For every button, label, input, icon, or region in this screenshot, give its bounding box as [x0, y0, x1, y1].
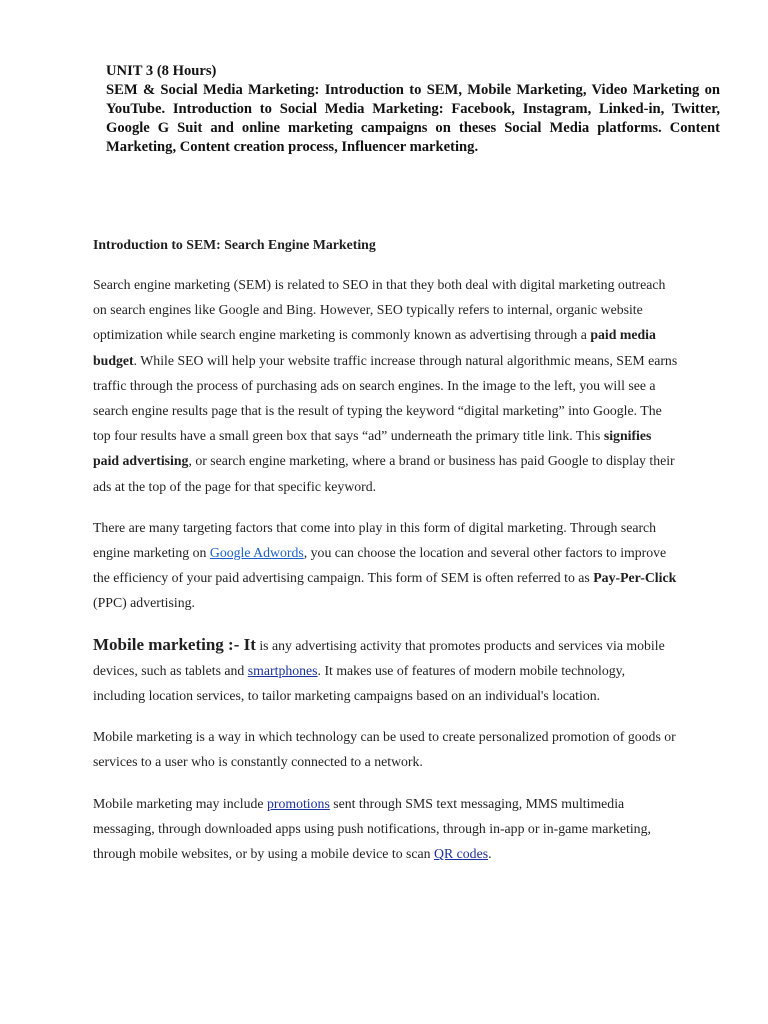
mobile-p3-text-b: sent through SMS text messaging, MMS multimedia messaging, through downloaded apps using push notifications, through in-app or in-game marketing, through mobile websites, or by using a mobile device to scan: [93, 795, 651, 862]
smartphones-link[interactable]: smartphones: [247, 662, 318, 678]
mobile-paragraph-3: [93, 791, 678, 867]
qr-codes-link[interactable]: QR codes: [434, 846, 489, 862]
sem-p1-text-b: . While SEO will help your website traffic increase through natural algorithmic means, SEM earns traffic through the process of purchasing ads on search engines. In the image to the left, you will see a search engine results page that is the result of typing the keyword “digital marketing” into Google. The top four results have a small green box that says “ad” underneath the primary title link. This: [93, 352, 678, 444]
sem-p2-text-a: There are many targeting factors that come into play in this form of digital marketing. Through search engine marketing on: [93, 519, 657, 561]
google-adwords-link[interactable]: Google Adwords: [209, 545, 304, 561]
mobile-paragraph-1: [93, 632, 678, 709]
unit-syllabus-block: [106, 62, 720, 157]
mobile-p3-text-c: .: [488, 846, 492, 862]
sem-p1-bold-paid-media: paid media budget: [93, 327, 656, 368]
document-body: [93, 234, 678, 882]
sem-heading: Introduction to SEM: Search Engine Marketing: [93, 237, 376, 252]
sem-p2-text-c: (PPC) advertising.: [93, 595, 195, 611]
sem-paragraph-1: [93, 272, 678, 499]
mobile-paragraph-2: Mobile marketing is a way in which technology can be used to create personalized promotion of goods or services to a user who is constantly connected to a network.: [93, 729, 676, 770]
sem-p2-text-b: , you can choose the location and several other factors to improve the efficiency of your paid advertising campaign. This form of SEM is often referred to as: [93, 545, 667, 586]
sem-paragraph-2: [93, 515, 678, 616]
mobile-p1-text-b: . It makes use of features of modern mobile technology, including location services, to tailor marketing campaigns based on an individual's location.: [93, 662, 626, 704]
promotions-link[interactable]: promotions: [266, 795, 330, 811]
mobile-marketing-heading: Mobile marketing :- It: [93, 634, 256, 654]
mobile-p3-text-a: Mobile marketing may include: [93, 795, 267, 811]
mobile-p1-text-a: is any advertising activity that promotes products and services via mobile devices, such as tablets and: [93, 637, 665, 678]
sem-p1-text-a: Search engine marketing (SEM) is related to SEO in that they both deal with digital marketing outreach on search engines like Google and Bing. However, SEO typically refers to internal, organic website optimization while search engine marketing is commonly known as advertising through a: [93, 277, 666, 343]
sem-p1-bold-signifies: signifies paid advertising: [93, 428, 652, 469]
sem-p2-bold-ppc: Pay-Per-Click: [593, 570, 677, 586]
unit-title: UNIT 3 (8 Hours): [106, 63, 217, 79]
sem-p1-text-c: , or search engine marketing, where a brand or business has paid Google to display their ads at the top of the page for that specific keyword.: [93, 453, 675, 494]
unit-description: SEM & Social Media Marketing: Introduction to SEM, Mobile Marketing, Video Marketing on YouTube. Introduction to Social Media Marketing: Facebook, Instagram, Linked-in, Twitter, Google G Suit and online marketing campaigns on theses Social Media platforms. Content Marketing, Content creation process, Influencer marketing.: [106, 82, 720, 155]
